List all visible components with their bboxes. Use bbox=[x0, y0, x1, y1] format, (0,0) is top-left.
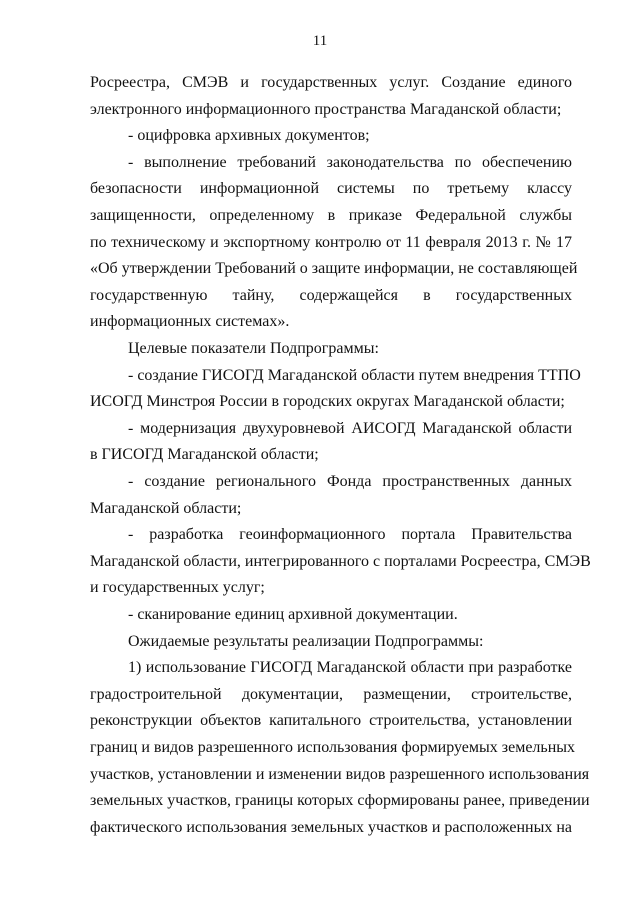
text-line: Магаданской области; bbox=[90, 499, 242, 517]
text-line: реконструкции объектов капитального строительства, установлении bbox=[90, 712, 572, 730]
text-line: фактического использования земельных участков и расположенных на bbox=[90, 818, 572, 836]
text-line: - оцифровка архивных документов; bbox=[128, 127, 370, 145]
text-line: участков, установлении и изменении видов разрешенного использования bbox=[90, 765, 590, 783]
text-line: информационных системах». bbox=[90, 313, 290, 331]
text-line: безопасности информационной системы по третьему классу bbox=[90, 180, 572, 198]
text-line: - выполнение требований законодательства по обеспечению bbox=[128, 153, 572, 171]
text-line: государственную тайну, содержащейся в государственных bbox=[90, 286, 572, 304]
text-line: градостроительной документации, размещении, строительстве, bbox=[90, 685, 572, 703]
text-line: границ и видов разрешенного использования формируемых земельных bbox=[90, 739, 576, 756]
text-line: - создание регионального Фонда пространственных данных bbox=[128, 473, 572, 490]
text-line: Магаданской области, интегрированного с порталами Росреестра, СМЭВ bbox=[90, 552, 591, 570]
page-number: 11 bbox=[312, 33, 328, 49]
text-line: Ожидаемые результаты реализации Подпрограммы: bbox=[128, 632, 484, 650]
text-line: и государственных услуг; bbox=[90, 579, 265, 597]
text-line: - создание ГИСОГД Магаданской области путем внедрения ТТПО bbox=[128, 366, 581, 384]
text-line: Росреестра, СМЭВ и государственных услуг. Создание единого bbox=[90, 74, 572, 91]
text-line: по техническому и экспортному контролю от 11 февраля 2013 г. № 17 bbox=[90, 233, 572, 251]
text-line: ИСОГД Минстроя России в городских округах Магаданской области; bbox=[90, 393, 565, 411]
text-line: Целевые показатели Подпрограммы: bbox=[128, 340, 379, 357]
text-line: 1) использование ГИСОГД Магаданской области при разработке bbox=[128, 659, 572, 677]
text-line: - разработка геоинформационного портала Правительства bbox=[128, 526, 572, 544]
text-line: в ГИСОГД Магаданской области; bbox=[90, 446, 319, 464]
text-line: - модернизация двухуровневой АИСОГД Магаданской области bbox=[128, 419, 572, 437]
text-line: земельных участков, границы которых сформированы ранее, приведении bbox=[90, 792, 590, 810]
text-line: электронного информационного пространства Магаданской области; bbox=[90, 100, 562, 118]
text-line: защищенности, определенному в приказе Федеральной службы bbox=[90, 207, 572, 224]
text-line: - сканирование единиц архивной документации. bbox=[128, 606, 458, 623]
text-line: «Об утверждении Требований о защите информации, не составляющей bbox=[90, 260, 578, 278]
